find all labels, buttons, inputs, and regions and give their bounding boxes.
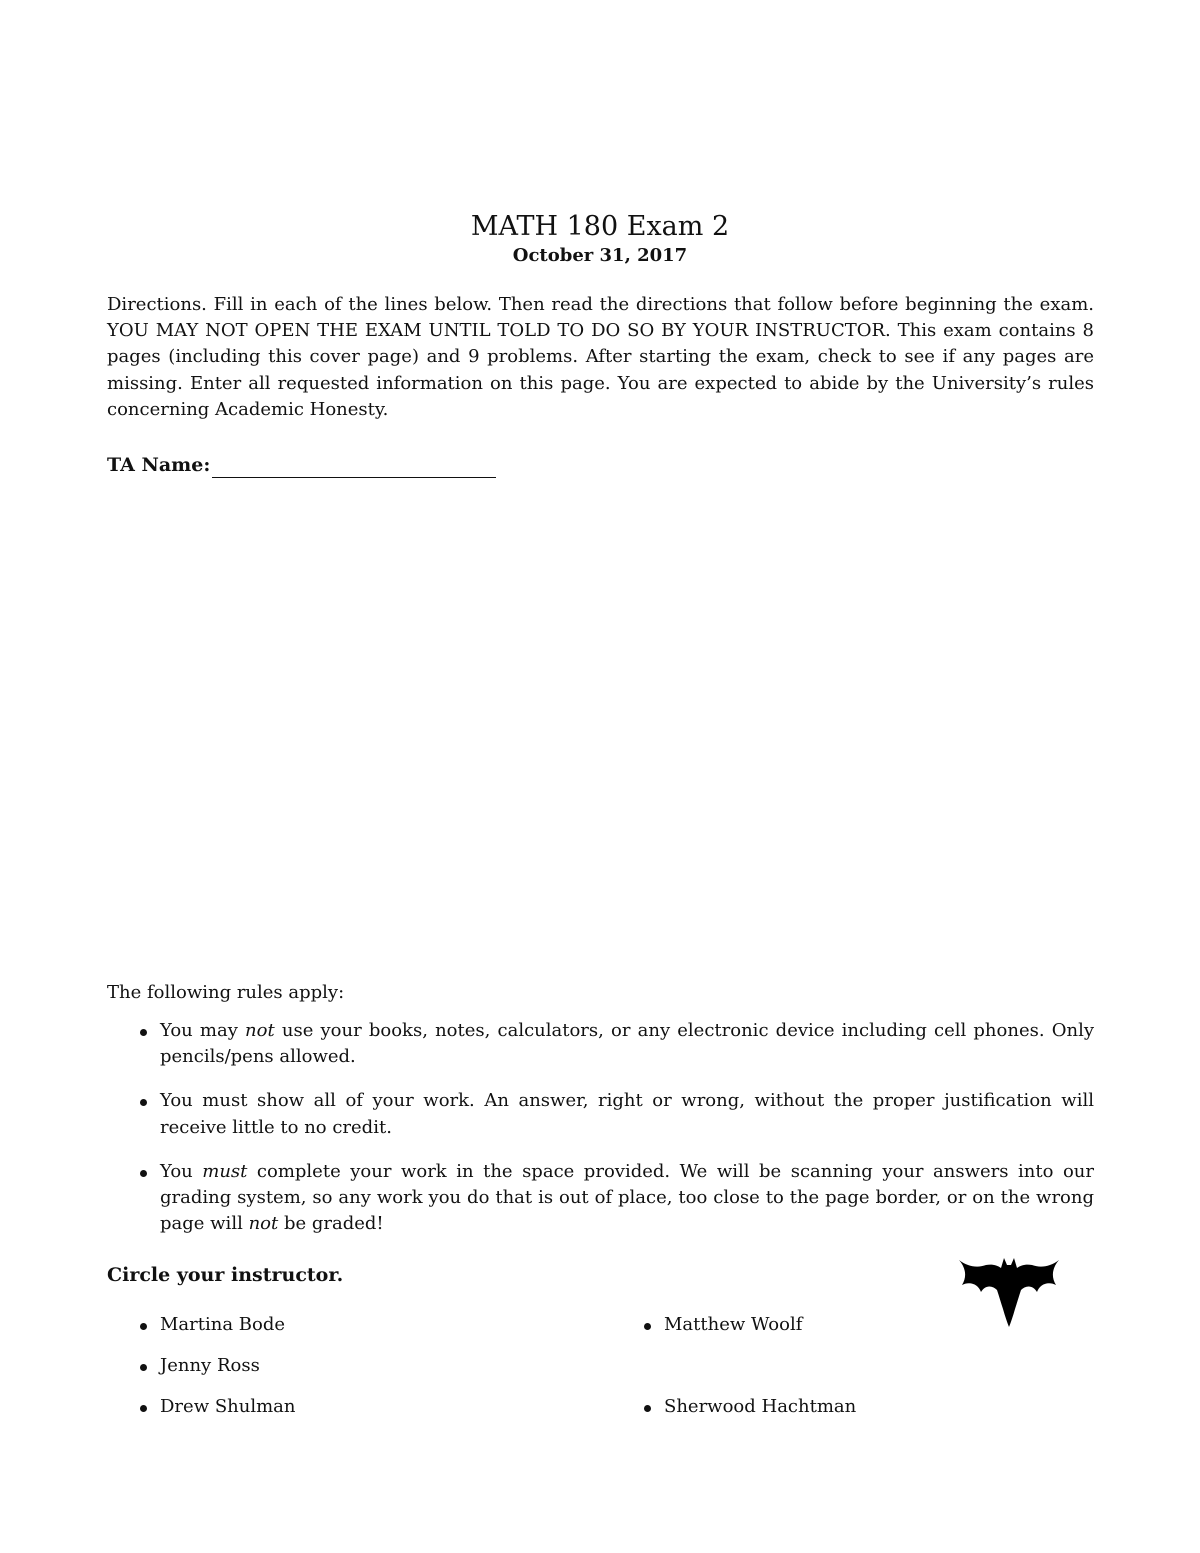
instructor-option[interactable] — [611, 1312, 802, 1338]
directions-paragraph: Directions. Fill in each of the lines below. Then read the directions that follow before beginning the exam. YOU MAY NOT OPEN THE EXAM UNTIL TOLD TO DO SO BY YOUR INSTRUCTOR. This exam contains 8 pages (including this cover page) and 9 problems. After starting the exam, check to see if any pages are missing. Enter all requested information on this page. You are expected to abide by the University’s rules concerning Academic Honesty. — [107, 294, 1094, 420]
bullet-icon — [140, 1029, 147, 1036]
exam-date: October 31, 2017 — [512, 245, 688, 266]
bullet-icon — [140, 1405, 147, 1412]
rule-item — [107, 1159, 1094, 1238]
circle-instructor-heading: Circle your instructor. — [107, 1264, 344, 1286]
bullet-icon — [140, 1099, 147, 1106]
rule-1-text-start: You may — [160, 1020, 246, 1041]
ta-name-field[interactable] — [107, 452, 496, 478]
ta-name-label: TA Name: — [107, 454, 211, 476]
rule-3-text-middle: complete your work in the space provided. We will be scanning your answers into our grading system, so any work you do that is out of place, too close to the page border, or on the wrong page will — [160, 1160, 1094, 1235]
rules-list — [107, 1018, 1094, 1255]
rule-1-text-end: use your books, notes, calculators, or any electronic device including cell phones. Only pencils/pens allowed. — [160, 1020, 1094, 1068]
rule-3-emphasis: must — [202, 1160, 248, 1182]
rule-3-text-start: You — [160, 1160, 203, 1182]
instructor-option[interactable] — [107, 1353, 260, 1379]
bullet-icon — [140, 1364, 147, 1371]
bullet-icon — [644, 1405, 651, 1412]
rule-item — [107, 1018, 1094, 1070]
bullet-icon — [644, 1323, 651, 1330]
rule-2-text: You must show all of your work. An answer, right or wrong, without the proper justification will receive little to no credit. — [160, 1090, 1094, 1138]
instructor-name: Martina Bode — [160, 1314, 286, 1335]
rule-3-emphasis-2: not — [248, 1213, 279, 1235]
instructor-name: Sherwood Hachtman — [664, 1396, 857, 1417]
instructor-name: Jenny Ross — [160, 1355, 260, 1376]
bullet-icon — [140, 1170, 147, 1177]
instructor-name: Drew Shulman — [160, 1396, 296, 1417]
bullet-icon — [140, 1323, 147, 1330]
instructor-name: Matthew Woolf — [664, 1314, 803, 1335]
exam-title: MATH 180 Exam 2 — [470, 211, 730, 242]
bat-icon — [956, 1252, 1062, 1328]
bat-silhouette — [959, 1258, 1059, 1327]
rules-intro: The following rules apply: — [107, 982, 345, 1003]
rule-3-text-end: be graded! — [278, 1213, 384, 1235]
rule-item — [107, 1088, 1094, 1140]
instructor-option[interactable] — [611, 1394, 856, 1420]
instructor-option[interactable] — [107, 1312, 285, 1338]
rule-1-emphasis: not — [245, 1020, 275, 1041]
instructor-option[interactable] — [107, 1394, 295, 1420]
ta-name-blank-line[interactable] — [212, 459, 496, 478]
